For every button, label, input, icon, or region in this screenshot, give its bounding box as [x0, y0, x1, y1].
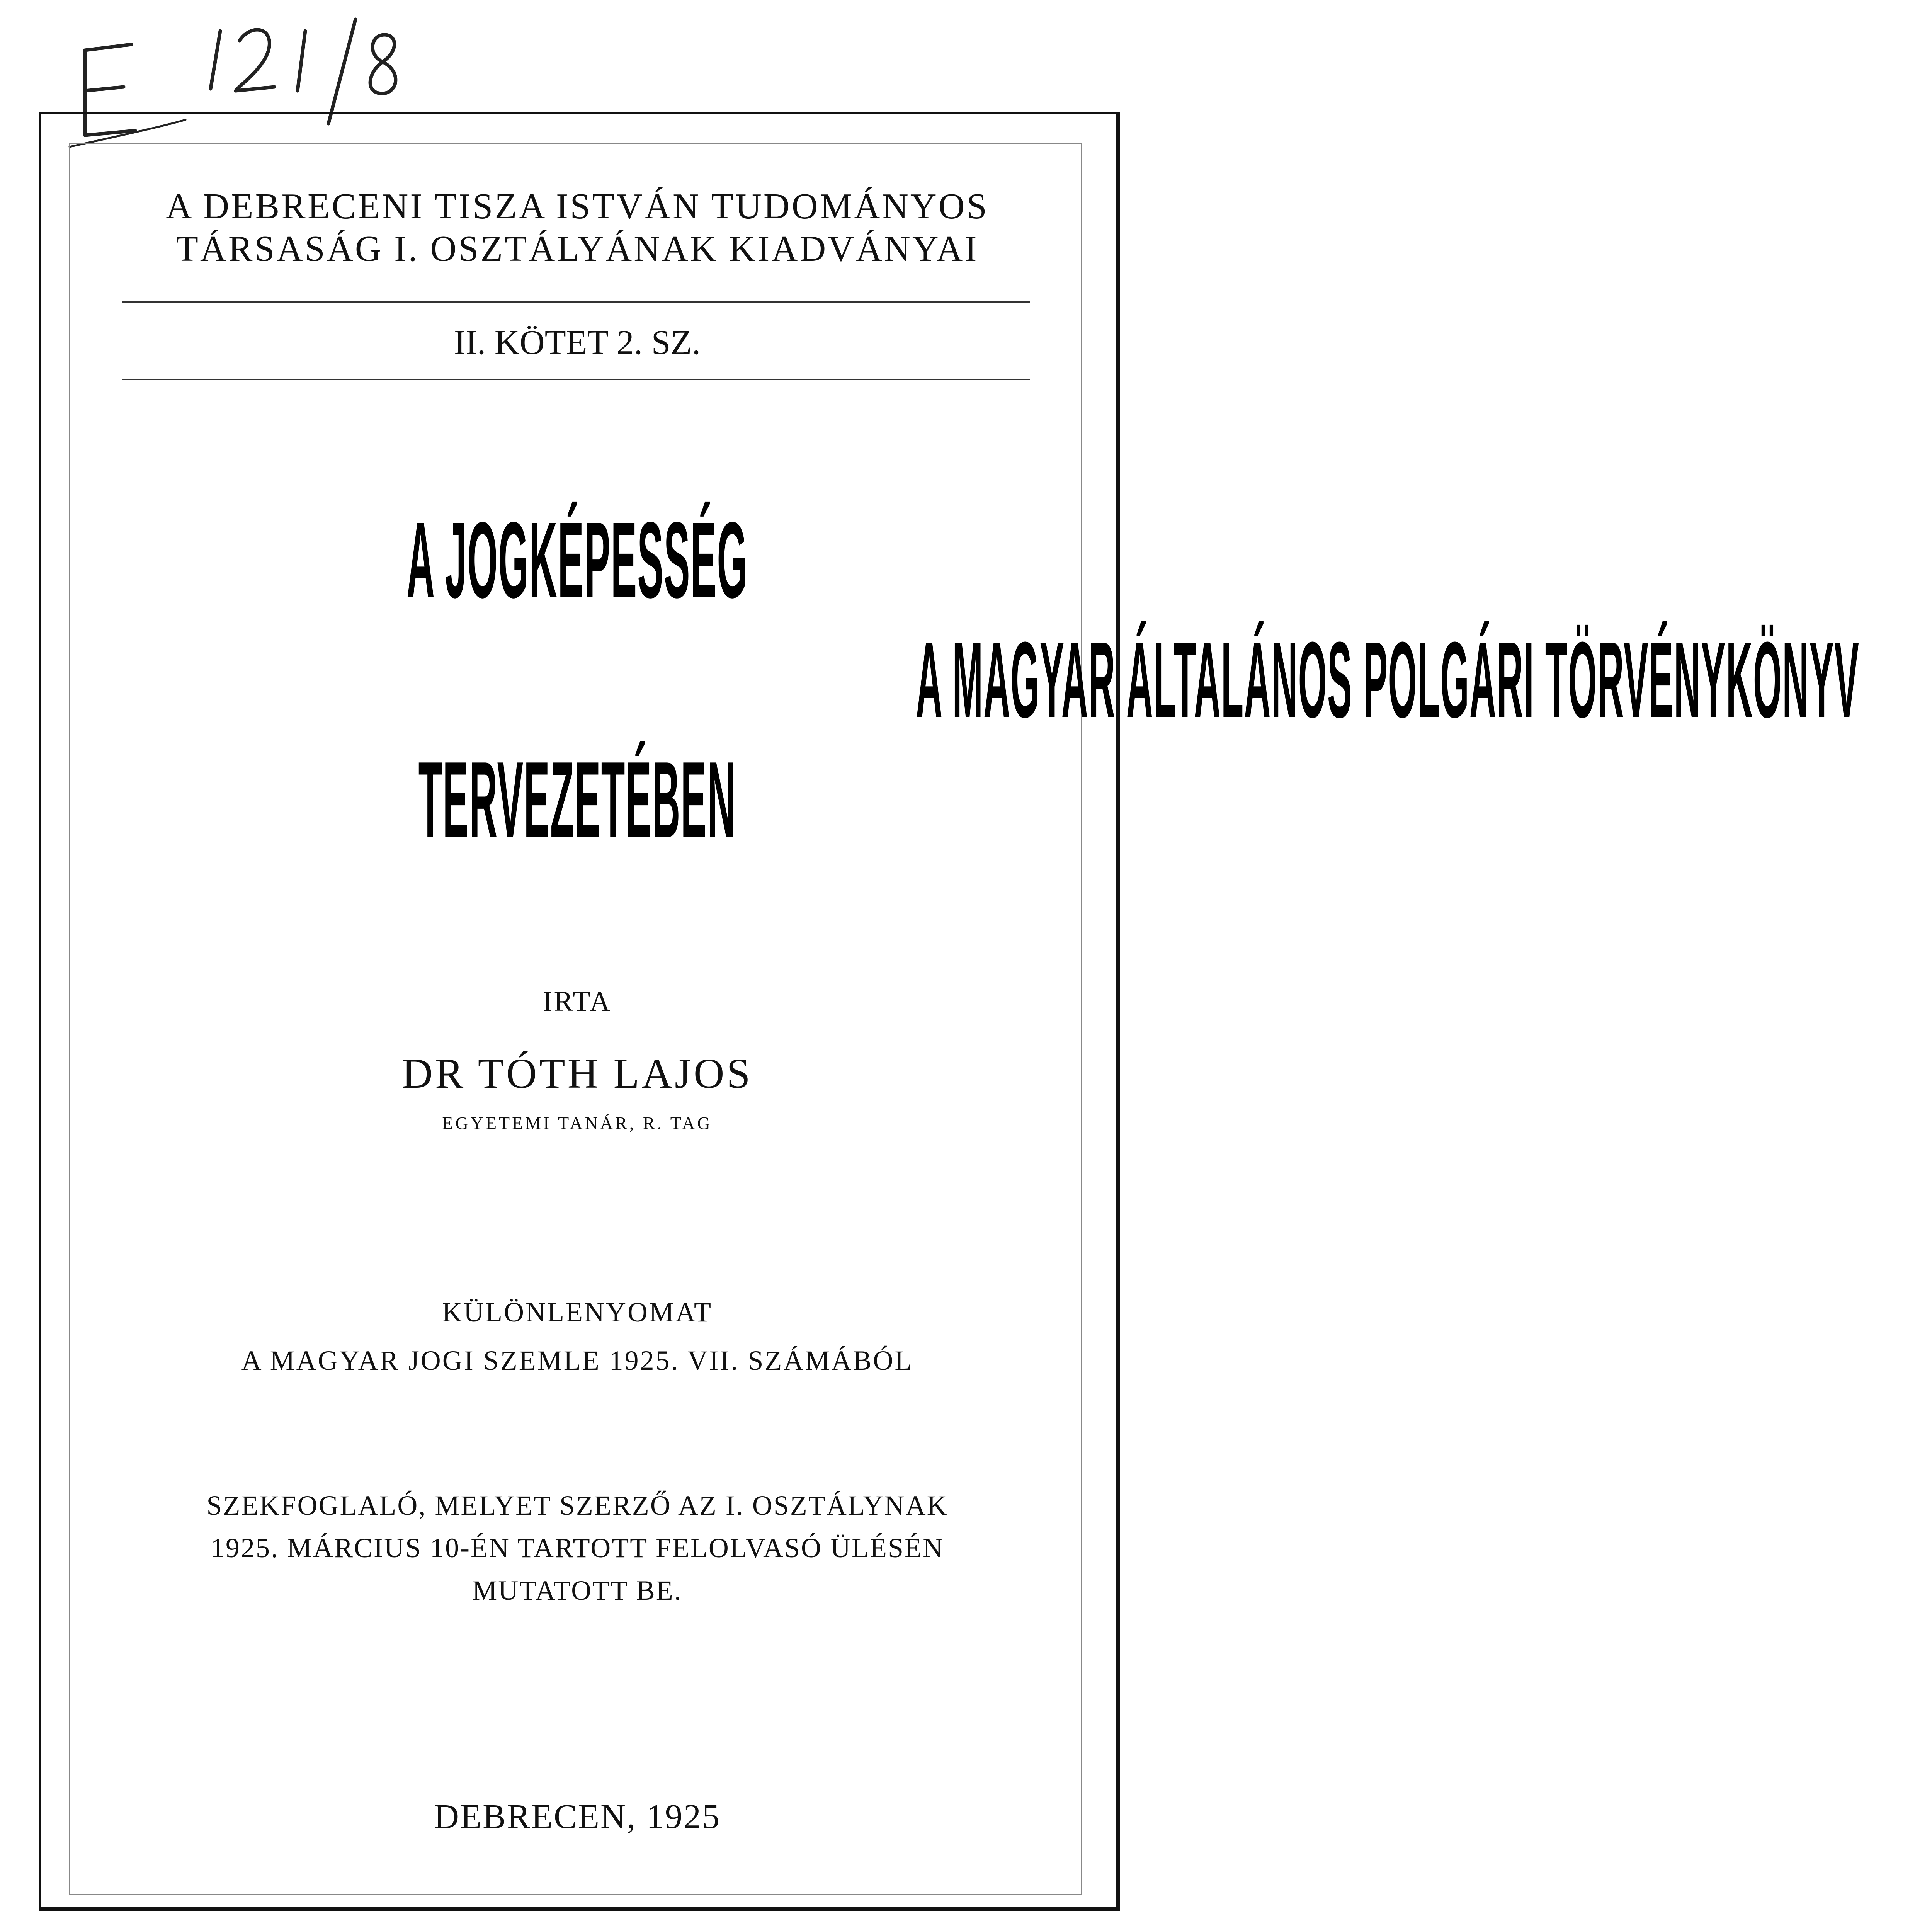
inner-border [69, 143, 1082, 1895]
lecture-note-line-1: SZEKFOGLALÓ, MELYET SZERZŐ AZ I. OSZTÁLYNAK [206, 1490, 948, 1521]
volume-number: II. KÖTET 2. SZ. [454, 323, 701, 362]
lecture-note-line-2: 1925. MÁRCIUS 10-ÉN TARTOTT FELOLVASÓ ÜLÉSÉN [210, 1532, 944, 1563]
author-name: DR TÓTH LAJOS [402, 1050, 753, 1097]
author-title: EGYETEMI TANÁR, R. TAG [442, 1113, 713, 1133]
main-title-line-1-text: A JOGKÉPESSÉG [406, 500, 748, 621]
divider-bottom [122, 379, 1030, 380]
reprint-notice-line-1: KÜLÖNLENYOMAT [442, 1297, 713, 1328]
imprint-place-year: DEBRECEN, 1925 [434, 1798, 721, 1836]
reprint-notice-line-2: A MAGYAR JOGI SZEMLE 1925. VII. SZÁMÁBÓL [241, 1345, 913, 1376]
series-title-line-2: TÁRSASÁG I. OSZTÁLYÁNAK KIADVÁNYAI [176, 229, 979, 269]
divider-top [122, 301, 1030, 303]
lecture-note-line-3: MUTATOTT BE. [472, 1575, 682, 1606]
main-title-line-2-text: A MAGYAR ÁLTALÁNOS POLGÁRI TÖRVÉNYKÖNYV [916, 620, 1860, 740]
main-title-line-1 [0, 500, 1155, 621]
main-title-line-3 [0, 740, 1155, 860]
byline-irta: IRTA [543, 986, 612, 1017]
series-title-line-1: A DEBRECENI TISZA ISTVÁN TUDOMÁNYOS [166, 186, 989, 226]
main-title-line-2 [0, 620, 1860, 740]
main-title-line-3-text: TERVEZETÉBEN [418, 740, 736, 860]
